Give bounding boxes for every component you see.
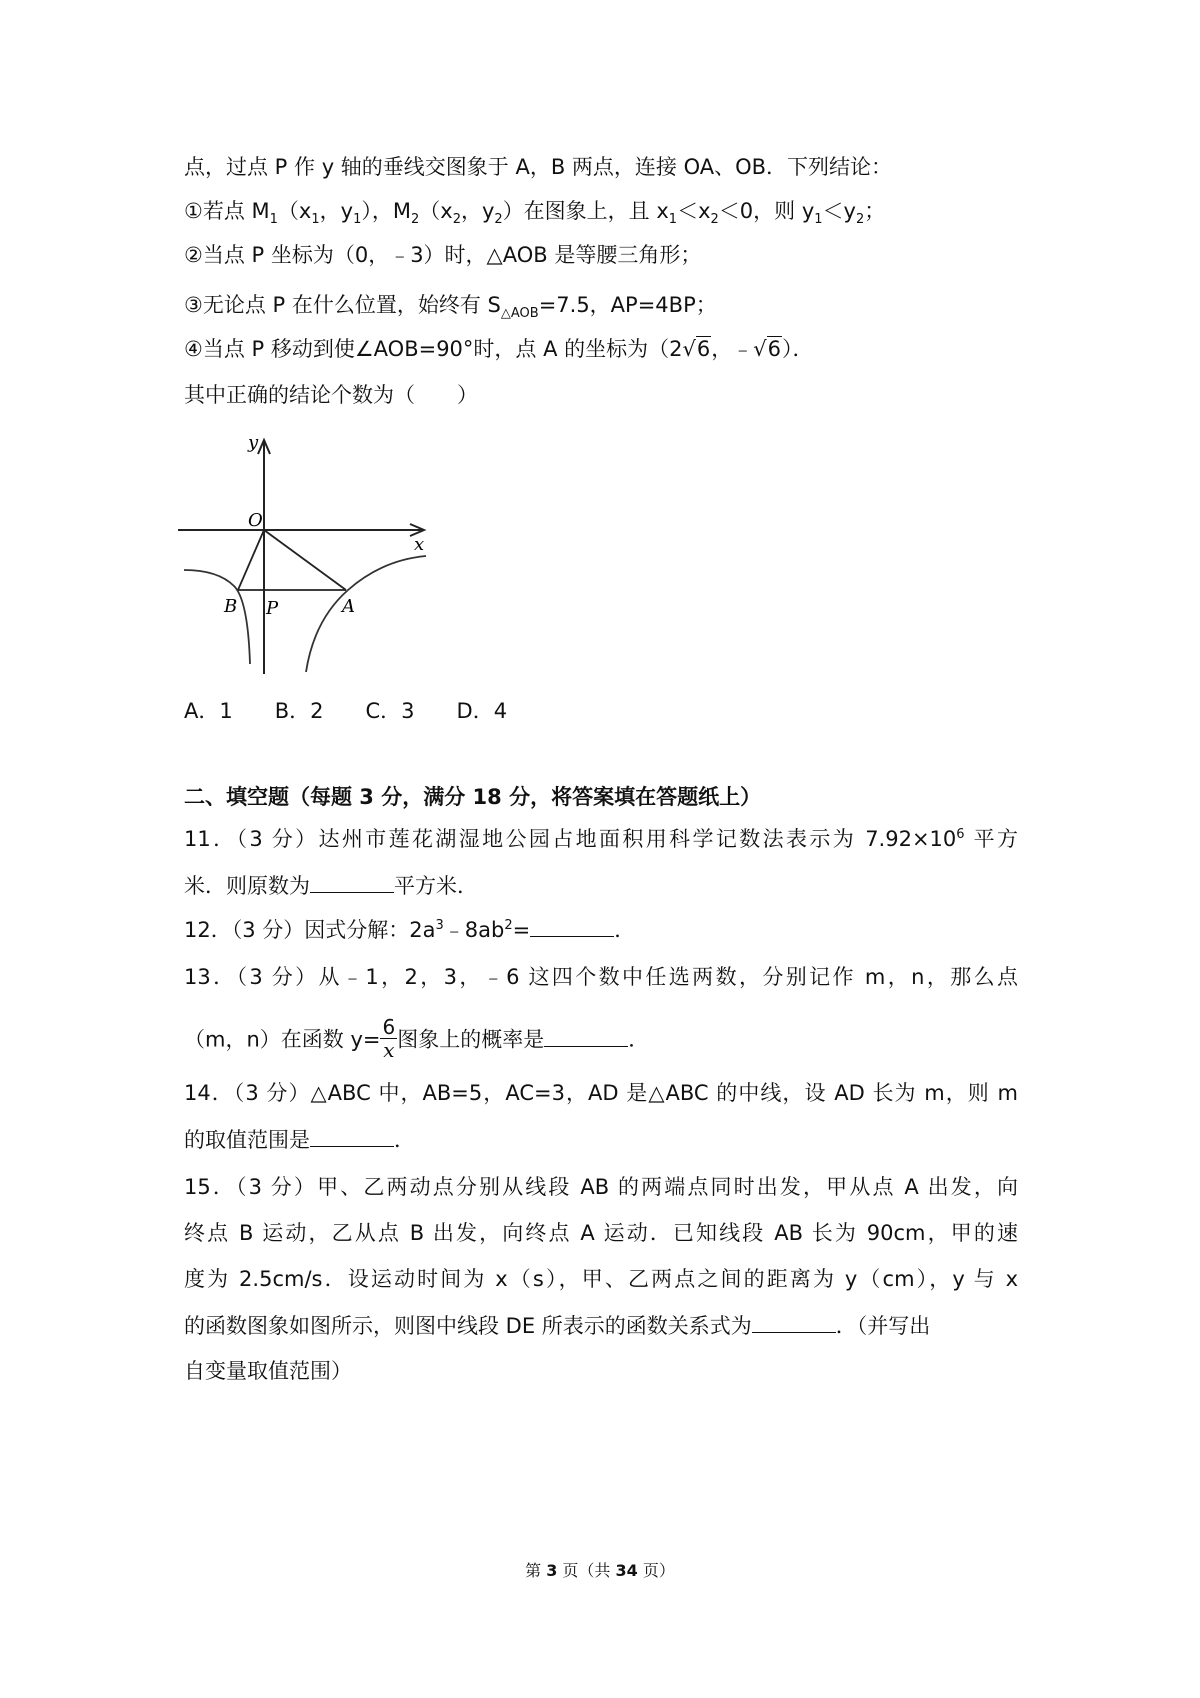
q14-line-2: 的取值范围是 ．: [184, 1124, 415, 1155]
q11-line-2: 米．则原数为 平方米．: [184, 870, 478, 901]
label-p: P: [266, 598, 279, 619]
label-b: B: [224, 596, 238, 617]
q15-line-4: 的函数图象如图所示，则图中线段 DE 所表示的函数关系式为 ．（并写出: [184, 1310, 930, 1341]
conclusion-1: ①若点 $M_1(x_1$，$y_1$），$M_2(x_2$，$y_2$）在图象上，且 $x_1<x_2<0$，则 $y_1<y_2$；: [184, 199, 886, 228]
q14-answer-blank[interactable]: [310, 1124, 394, 1147]
q13-answer-blank[interactable]: [544, 1024, 628, 1047]
q15-line-1: 15．（3 分）甲、乙两动点分别从线段 AB 的两端点同时出发，甲从点 A 出发，向: [184, 1175, 1018, 1199]
q12-line: 12．（3 分）因式分解：$2a^3﹣8ab^2=$ ．: [184, 914, 635, 945]
hyperbola-figure: [178, 430, 438, 678]
question-prompt: 其中正确的结论个数为（ ）: [184, 383, 478, 407]
label-y: y: [248, 432, 259, 453]
conclusion-4: ④当点 P 移动到使∠AOB=90°时，点 A 的坐标为（2√6，﹣√6）．: [184, 334, 814, 364]
text-line-1: 点，过点 P 作 y 轴的垂线交图象于 A，B 两点，连接 OA、OB．下列结论：: [184, 155, 893, 179]
q13-line-1: 13．（3 分）从﹣1，2，3，﹣6 这四个数中任选两数，分别记作 m，n，那么点: [184, 965, 1018, 989]
figure-svg: [178, 430, 438, 678]
sqrt-6-a: √6: [682, 337, 711, 361]
sqrt-6-b: √6: [753, 337, 782, 361]
segment-oa: [264, 530, 346, 590]
fraction-6-over-x: $\frac{6}{x}$: [382, 1015, 396, 1062]
label-o: O: [248, 510, 263, 531]
segment-ob: [238, 530, 264, 590]
q11-line-1: 11．（3 分）达州市莲花湖湿地公园占地面积用科学记数法表示为 $7.92\times 10^6$ 平方: [184, 827, 1019, 851]
q15-line-5: 自变量取值范围）: [184, 1359, 352, 1383]
q15-answer-blank[interactable]: [752, 1310, 836, 1333]
q15-line-2: 终点 B 运动，乙从点 B 出发，向终点 A 运动．已知线段 AB 长为 90cm，甲的速: [184, 1221, 1018, 1245]
q15-line-3: 度为 2.5cm/s．设运动时间为 x（s），甲、乙两点之间的距离为 y（cm），y 与 x: [184, 1267, 1018, 1291]
answer-options: A．1 B．2 C．3 D．4: [184, 699, 508, 723]
q12-answer-blank[interactable]: [530, 914, 614, 937]
page-footer: 第 3 页（共 34 页）: [525, 1561, 675, 1580]
q14-line-1: 14．（3 分）△ABC 中，AB=5，AC=3，AD 是△ABC 的中线，设 AD 长为 m，则 m: [184, 1081, 1018, 1105]
q11-answer-blank[interactable]: [310, 870, 394, 893]
q13-line-2: （m，n）在函数 y= $\frac{6}{x}$ 图象上的概率是 ．: [184, 1015, 650, 1062]
section-heading: 二、填空题（每题 3 分，满分 18 分，将答案填在答题纸上）: [184, 785, 762, 809]
conclusion-2: ②当点 P 坐标为（0，﹣3）时，△AOB 是等腰三角形；: [184, 243, 702, 267]
label-a: A: [342, 596, 355, 617]
label-x: x: [414, 534, 425, 555]
conclusion-3: ③无论点 P 在什么位置，始终有 $S_{\triangle AOB}=7.5$，AP=4BP；: [184, 293, 717, 322]
